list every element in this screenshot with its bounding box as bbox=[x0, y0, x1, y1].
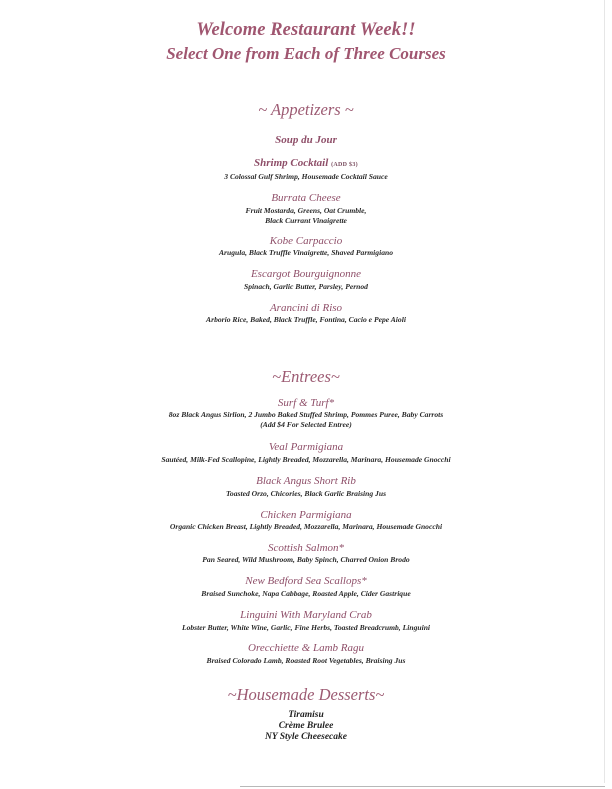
appetizer-description: Fruit Mostarda, Greens, Oat Crumble, bbox=[245, 206, 367, 215]
entree-upcharge-note: (Add $4 For Selected Entree) bbox=[260, 420, 352, 429]
entree-name: Linguini With Maryland Crab bbox=[240, 609, 372, 621]
appetizer-name: Arancini di Riso bbox=[269, 302, 343, 314]
appetizer-name: Shrimp Cocktail bbox=[254, 157, 329, 169]
appetizer-description: 3 Colossal Gulf Shrimp, Housemade Cocktail Sauce bbox=[224, 172, 388, 181]
entree-name: Chicken Parmigiana bbox=[260, 509, 352, 521]
appetizer-description: Black Currant Vinaigrette bbox=[265, 216, 347, 225]
dessert-item: Crème Brulee bbox=[278, 721, 334, 731]
entree-name: Scottish Salmon* bbox=[267, 542, 345, 554]
section-heading-appetizers: ~ Appetizers ~ bbox=[258, 100, 354, 119]
entree-description: Toasted Orzo, Chicories, Black Garlic Braising Jus bbox=[225, 489, 387, 498]
appetizer-name: Soup du Jour bbox=[275, 134, 337, 146]
entree-name: Orecchiette & Lamb Ragu bbox=[248, 642, 364, 654]
section-heading-desserts: ~Housemade Desserts~ bbox=[227, 685, 385, 704]
dessert-item: NY Style Cheesecake bbox=[265, 732, 347, 742]
appetizer-item bbox=[0, 157, 612, 169]
entree-description: Organic Chicken Breast, Lightly Breaded, Mozzarella, Marinara, Housemade Gnocchi bbox=[169, 522, 443, 531]
entree-name: Veal Parmigiana bbox=[268, 441, 344, 453]
entree-name: New Bedford Sea Scallops* bbox=[245, 575, 367, 587]
dessert-item: Tiramisu bbox=[288, 710, 324, 720]
appetizer-description: Spinach, Garlic Butter, Parsley, Pernod bbox=[244, 282, 368, 291]
entree-description: Braised Sunchoke, Napa Cabbage, Roasted Apple, Cider Gastrique bbox=[201, 589, 411, 598]
entree-name: Surf & Turf* bbox=[277, 397, 335, 409]
entree-description: Braised Colorado Lamb, Roasted Root Vegetables, Braising Jus bbox=[206, 656, 406, 665]
entree-description: Pan Seared, Wild Mushroom, Baby Spinch, Charred Onion Brodo bbox=[202, 555, 410, 564]
appetizer-name: Escargot Bourguignonne bbox=[250, 268, 362, 280]
menu-subtitle: Select One from Each of Three Courses bbox=[166, 44, 446, 63]
entree-description: 8oz Black Angus Sirlion, 2 Jumbo Baked Stuffed Shrimp, Pommes Puree, Baby Carrots bbox=[168, 410, 444, 419]
menu-title: Welcome Restaurant Week!! bbox=[196, 20, 416, 40]
upcharge-note: (ADD $3) bbox=[331, 162, 358, 168]
page-edge-bottom bbox=[240, 786, 605, 787]
entree-description: Sautéed, Milk-Fed Scallopine, Lightly Breaded, Mozzarella, Marinara, Housemade Gnocchi bbox=[161, 455, 451, 464]
entree-description: Lobster Butter, White Wine, Garlic, Fine Herbs, Toasted Breadcrumb, Linguini bbox=[181, 623, 431, 632]
section-heading-entrees: ~Entrees~ bbox=[272, 367, 340, 386]
entree-name: Black Angus Short Rib bbox=[256, 475, 356, 487]
appetizer-description: Arugula, Black Truffle Vinaigrette, Shaved Parmigiano bbox=[218, 248, 394, 257]
appetizer-description: Arborio Rice, Baked, Black Truffle, Fontina, Cacio e Pepe Aioli bbox=[206, 315, 406, 324]
appetizer-name: Burrata Cheese bbox=[271, 192, 341, 204]
appetizer-name: Kobe Carpaccio bbox=[269, 235, 343, 247]
